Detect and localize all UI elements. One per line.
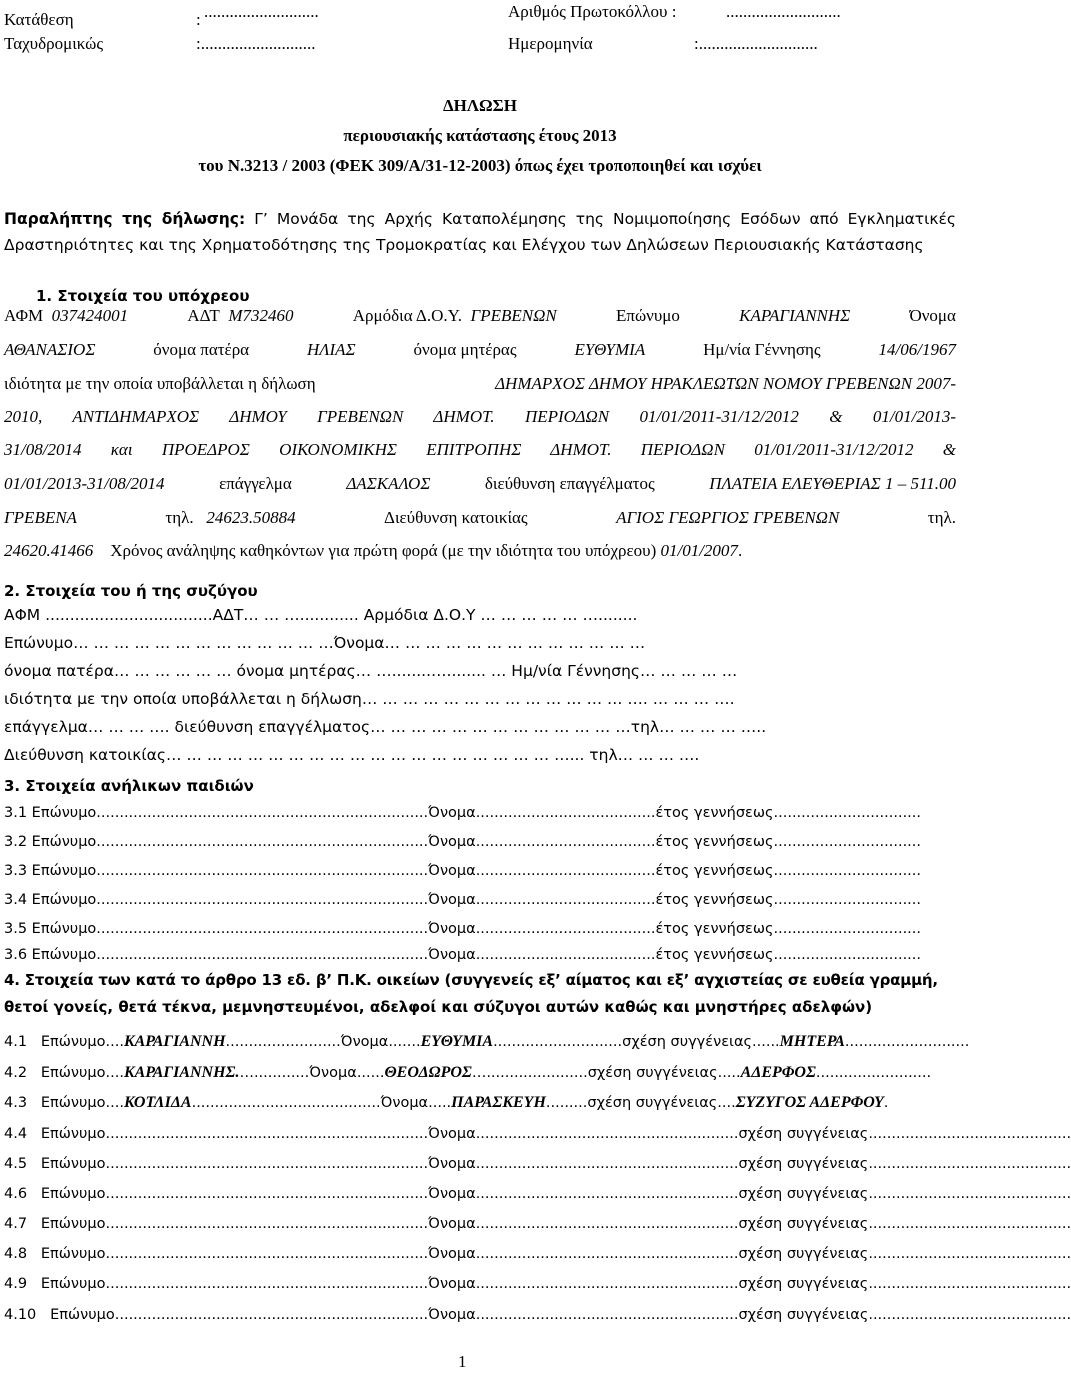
child-year-label: έτος γεννήσεως — [655, 834, 774, 850]
relative-rel-label: σχέση συγγένειας — [587, 1065, 718, 1081]
spouse-line-5: επάγγελμα… … … …. διεύθυνση επαγγέλματος… … … … … … … … … … … … …τηλ… … … … ….. — [4, 718, 767, 736]
relative-row — [4, 1094, 888, 1112]
child-dots2: ....................................... — [475, 947, 656, 963]
katathesi-colon: : — [196, 10, 201, 29]
child-label: Επώνυμο — [31, 863, 97, 879]
capacity-line-2: 2010, ΑΝΤΙΔΗΜΑΡΧΟΣ ΔΗΜΟΥ ΓΡΕΒΕΝΩΝ ΔΗΜΟΤ. ΠΕΡΙΟΔΩΝ 01/01/2011-31/12/2012 & 01/01/2013- — [4, 407, 956, 426]
relative-d3: ....... — [388, 1034, 421, 1050]
child-dots3: ................................ — [773, 921, 922, 937]
child-dots3: ................................ — [773, 947, 922, 963]
child-name-label: Όνομα — [428, 947, 476, 963]
relative-rel: ΜΗΤΕΡΑ — [779, 1033, 845, 1050]
relative-d5: ............................................ — [868, 1186, 1071, 1202]
child-dots2: ....................................... — [475, 892, 656, 908]
relative-name-label: Όνομα — [428, 1186, 476, 1202]
child-dots2: ....................................... — [475, 863, 656, 879]
relative-rel-label: σχέση συγγένειας — [738, 1307, 869, 1323]
relative-label: Επώνυμο — [40, 1246, 106, 1262]
child-num: 3.4 — [4, 892, 28, 908]
relative-name: ΕΥΘΥΜΙΑ — [420, 1033, 494, 1050]
relative-d1: ...................................................................... — [105, 1246, 429, 1262]
relative-name-label: Όνομα — [428, 1246, 476, 1262]
child-label: Επώνυμο — [31, 805, 97, 821]
section-4-heading-line-1: 4. Στοιχεία των κατά το άρθρο 13 εδ. β’ Π.Κ. οικείων (συγγενείς εξ’ αίματος και εξ’ αγχιστείας σε ευθεία γραμμή, — [4, 971, 938, 989]
recipient-line-1: Παραλήπτης της δήλωσης: Γ’ Μονάδα της Αρχής Καταπολέμησης της Νομιμοποίησης Εσόδων από Εγκληματικές — [4, 210, 956, 228]
child-name-label: Όνομα — [428, 921, 476, 937]
relative-d2: ......................... — [225, 1034, 341, 1050]
relative-row — [4, 1033, 969, 1051]
child-dots3: ................................ — [773, 863, 922, 879]
relative-d5: ............................................ — [868, 1246, 1071, 1262]
relative-d3: ......................................................... — [475, 1186, 739, 1202]
child-year-label: έτος γεννήσεως — [655, 921, 774, 937]
section-1-capacity-row: ιδιότητα με την οποία υποβάλλεται η δήλωση ΔΗΜΑΡΧΟΣ ΔΗΜΟΥ ΗΡΑΚΛΕΩΤΩΝ ΝΟΜΟΥ ΓΡΕΒΕΝΩΝ 2007- — [4, 374, 956, 393]
child-name-label: Όνομα — [428, 863, 476, 879]
relative-num: 4.10 — [4, 1307, 37, 1323]
child-dots2: ....................................... — [475, 805, 656, 821]
relative-d2: ......................................... — [191, 1095, 381, 1111]
relative-label: Επώνυμο — [40, 1065, 106, 1081]
child-row — [4, 947, 921, 963]
relative-rel-label: σχέση συγγένειας — [622, 1034, 753, 1050]
relative-surname: ΚΟΤΛΙΔΑ — [123, 1094, 192, 1111]
section-3-heading: 3. Στοιχεία ανήλικων παιδιών — [4, 777, 254, 795]
relative-d5: ............................................ — [868, 1126, 1071, 1142]
section-1-first-duty-row: 24620.41466 Χρόνος ανάληψης καθηκόντων για πρώτη φορά (με την ιδιότητα του υπόχρεου) 01/01/2007. — [4, 541, 743, 560]
relative-label: Επώνυμο — [40, 1186, 106, 1202]
relative-label: Επώνυμο — [40, 1156, 106, 1172]
spouse-line-4: ιδιότητα με την οποία υποβάλλεται η δήλωση… … … … … … … … … … … … … …. … … … …. — [4, 690, 735, 708]
relative-d5: ............................................ — [868, 1276, 1071, 1292]
relative-label: Επώνυμο — [50, 1307, 115, 1323]
relative-row — [4, 1125, 1071, 1143]
relative-d1: .... — [105, 1065, 124, 1081]
relative-d5: ...... — [752, 1034, 780, 1050]
relative-rel-label: σχέση συγγένειας — [738, 1186, 869, 1202]
relative-d2: …............ — [239, 1065, 310, 1081]
relative-d5: ..... — [717, 1065, 741, 1081]
section-1-contact-row: ΓΡΕΒΕΝΑ τηλ. 24623.50884 Διεύθυνση κατοικίας ΑΓΙΟΣ ΓΕΩΡΓΙΟΣ ΓΡΕΒΕΝΩΝ τηλ. — [4, 508, 956, 527]
child-year-label: έτος γεννήσεως — [655, 805, 774, 821]
child-row — [4, 921, 921, 937]
protocol-label: Αριθμός Πρωτοκόλλου : — [508, 2, 677, 21]
relative-d1: .... — [105, 1095, 124, 1111]
relative-row — [4, 1215, 1071, 1233]
section-1-heading: 1. Στοιχεία του υπόχρεου — [36, 287, 250, 305]
relative-rel-label: σχέση συγγένειας — [738, 1216, 869, 1232]
child-year-label: έτος γεννήσεως — [655, 863, 774, 879]
relative-name-label: Όνομα — [380, 1095, 429, 1111]
relative-label: Επώνυμο — [40, 1126, 106, 1142]
child-row — [4, 892, 921, 908]
child-label: Επώνυμο — [31, 947, 97, 963]
doc-subtitle: περιουσιακής κατάστασης έτους 2013 — [343, 126, 617, 145]
relative-name-label: Όνομα — [428, 1276, 476, 1292]
relative-num: 4.6 — [4, 1186, 28, 1202]
relative-rel-label: σχέση συγγένειας — [738, 1156, 869, 1172]
child-label: Επώνυμο — [31, 921, 97, 937]
child-dots1: ........................................................................ — [96, 805, 429, 821]
relative-d1: ...................................................................... — [105, 1156, 429, 1172]
relative-rel-label: σχέση συγγένειας — [738, 1246, 869, 1262]
katathesi-dots: ........................... — [204, 2, 319, 21]
child-name-label: Όνομα — [428, 892, 476, 908]
relative-num: 4.2 — [4, 1065, 28, 1081]
relative-d1: ...................................................................... — [105, 1276, 429, 1292]
relative-d6: . — [883, 1095, 889, 1111]
spouse-line-2: Επώνυμο… … … … … … … … … … … … …Όνομα… … … … … … … … … … … … … — [4, 634, 646, 652]
child-name-label: Όνομα — [428, 834, 476, 850]
child-dots2: ....................................... — [475, 834, 656, 850]
child-label: Επώνυμο — [31, 892, 97, 908]
spouse-line-3: όνομα πατέρα… … … … … … όνομα μητέρας… …........…........ … Ημ/νία Γέννησης… … … … … — [4, 662, 738, 680]
doc-title: ΔΗΛΩΣΗ — [442, 96, 518, 115]
relative-row — [4, 1306, 1071, 1324]
relative-d6: ........................... — [844, 1034, 970, 1050]
relative-num: 4.3 — [4, 1095, 28, 1111]
relative-num: 4.9 — [4, 1276, 28, 1292]
child-dots1: ........................................................................ — [96, 947, 429, 963]
child-name-label: Όνομα — [428, 805, 476, 821]
relative-num: 4.5 — [4, 1156, 28, 1172]
relative-name-label: Όνομα — [340, 1034, 389, 1050]
relative-d4: ......... — [545, 1095, 588, 1111]
relative-d1: ...................................................................... — [105, 1216, 429, 1232]
relative-rel-label: σχέση συγγένειας — [587, 1095, 718, 1111]
child-dots1: ........................................................................ — [96, 892, 429, 908]
relative-d1: .................................................................... — [114, 1307, 429, 1323]
relative-d5: ............................................ — [868, 1216, 1071, 1232]
relative-row — [4, 1245, 1071, 1263]
child-dots1: ........................................................................ — [96, 921, 429, 937]
child-row — [4, 805, 921, 821]
relative-rel-label: σχέση συγγένειας — [738, 1126, 869, 1142]
relative-label: Επώνυμο — [40, 1276, 106, 1292]
relative-d5: .... — [717, 1095, 736, 1111]
relative-label: Επώνυμο — [40, 1034, 106, 1050]
tachy-value: :........................... — [196, 34, 316, 53]
child-row — [4, 863, 921, 879]
section-1-names-row: ΑΘΑΝΑΣΙΟΣ όνομα πατέρα ΗΛΙΑΣ όνομα μητέρας ΕΥΘΥΜΙΑ Ημ/νία Γέννησης 14/06/1967 — [4, 340, 956, 359]
child-label: Επώνυμο — [31, 834, 97, 850]
relative-d5: ............................................ — [868, 1156, 1071, 1172]
section-4-heading-line-2: θετοί γονείς, θετά τέκνα, μεμνηστευμένοι, αδελφοί και σύζυγοι αυτών καθώς και μνηστήρες αδελφών) — [4, 998, 873, 1016]
relative-name-label: Όνομα — [428, 1216, 476, 1232]
relative-d3: ......................................................... — [475, 1246, 739, 1262]
relative-surname: ΚΑΡΑΓΙΑΝΝΗΣ. — [123, 1064, 240, 1081]
date-label: Ημερομηνία — [508, 34, 593, 53]
child-row — [4, 834, 921, 850]
doc-law-reference: του Ν.3213 / 2003 (ΦΕΚ 309/Α/31-12-2003) όπως έχει τροποποιηθεί και ισχύει — [198, 156, 762, 175]
child-dots3: ................................ — [773, 892, 922, 908]
relative-name: ΘΕΟΔΩΡΟΣ — [384, 1064, 472, 1081]
relative-d3: ......................................................... — [475, 1126, 739, 1142]
relative-name-label: Όνομα — [428, 1156, 476, 1172]
relative-d3: ......................................................... — [475, 1307, 739, 1323]
child-num: 3.2 — [4, 834, 28, 850]
relative-num: 4.7 — [4, 1216, 28, 1232]
relative-name: ΠΑΡΑΣΚΕΥΗ — [451, 1094, 546, 1111]
relative-label: Επώνυμο — [40, 1095, 106, 1111]
relative-d3: ......................................................... — [475, 1216, 739, 1232]
child-num: 3.3 — [4, 863, 28, 879]
child-year-label: έτος γεννήσεως — [655, 892, 774, 908]
section-1-profession-row: 01/01/2013-31/08/2014 επάγγελμα ΔΑΣΚΑΛΟΣ διεύθυνση επαγγέλματος ΠΛΑΤΕΙΑ ΕΛΕΥΘΕΡΙΑΣ 1 – 511.00 — [4, 474, 956, 493]
relative-num: 4.8 — [4, 1246, 28, 1262]
page-number: 1 — [458, 1352, 467, 1371]
katathesi-label: Κατάθεση — [4, 10, 74, 29]
relative-row — [4, 1275, 1071, 1293]
relative-name-label: Όνομα — [309, 1065, 357, 1081]
spouse-line-1: ΑΦΜ ..................................ΑΔΤ… … …............ Αρμόδια Δ.Ο.Υ … … … … … …........ — [4, 606, 638, 624]
section-2-heading: 2. Στοιχεία του ή της συζύγου — [4, 582, 258, 600]
relative-num: 4.1 — [4, 1034, 28, 1050]
relative-d3: ......................................................... — [475, 1156, 739, 1172]
relative-name-label: Όνομα — [428, 1307, 476, 1323]
relative-d1: ...................................................................... — [105, 1126, 429, 1142]
child-num: 3.6 — [4, 947, 28, 963]
date-value: :............................ — [694, 34, 818, 53]
spouse-line-6: Διεύθυνση κατοικίας… … … … … … … … … … … … … … … … … … … …... τηλ… … … …. — [4, 746, 700, 764]
relative-d4: ............................ — [493, 1034, 623, 1050]
relative-row — [4, 1185, 1071, 1203]
relative-surname: ΚΑΡΑΓΙΑΝΝΗ — [123, 1033, 226, 1050]
relative-d3: ..... — [428, 1095, 452, 1111]
child-year-label: έτος γεννήσεως — [655, 947, 774, 963]
relative-rel: ΣΥΖΥΓΟΣ ΑΔΕΡΦΟΥ — [735, 1094, 884, 1111]
relative-row — [4, 1155, 1071, 1173]
child-dots1: ........................................................................ — [96, 834, 429, 850]
child-dots3: ................................ — [773, 805, 922, 821]
relative-rel-label: σχέση συγγένειας — [738, 1276, 869, 1292]
relative-name-label: Όνομα — [428, 1126, 476, 1142]
child-num: 3.5 — [4, 921, 28, 937]
relative-d6: ......................... — [815, 1065, 932, 1081]
child-num: 3.1 — [4, 805, 28, 821]
relative-rel: ΑΔΕΡΦΟΣ — [740, 1064, 816, 1081]
relative-d5: ............................................ — [868, 1307, 1071, 1323]
capacity-line-3: 31/08/2014 και ΠΡΟΕΔΡΟΣ ΟΙΚΟΝΟΜΙΚΗΣ ΕΠΙΤΡΟΠΗΣ ΔΗΜΟΤ. ΠΕΡΙΟΔΩΝ 01/01/2011-31/12/2012 & — [4, 440, 956, 459]
relative-d3: ...... — [356, 1065, 385, 1081]
relative-d1: ...................................................................... — [105, 1186, 429, 1202]
recipient-line-2: Δραστηριότητες και της Χρηματοδότησης της Τρομοκρατίας και Ελέγχου των Δηλώσεων Περιουσιακής Κατάστασης — [4, 236, 924, 254]
relative-num: 4.4 — [4, 1126, 28, 1142]
protocol-value: ........................... — [726, 2, 841, 21]
relative-label: Επώνυμο — [40, 1216, 106, 1232]
child-dots2: ....................................... — [475, 921, 656, 937]
child-dots1: ........................................................................ — [96, 863, 429, 879]
section-1-ids-row: ΑΦΜ 037424001 ΑΔΤ Μ732460 Αρμόδια Δ.Ο.Υ. ΓΡΕΒΕΝΩΝ Επώνυμο ΚΑΡΑΓΙΑΝΝΗΣ Όνομα — [4, 306, 956, 325]
tachy-label: Ταχυδρομικώς — [4, 34, 104, 53]
child-dots3: ................................ — [773, 834, 922, 850]
relative-d1: .... — [105, 1034, 124, 1050]
relative-d4: …...................... — [471, 1065, 588, 1081]
relative-row — [4, 1064, 931, 1082]
relative-d3: ......................................................... — [475, 1276, 739, 1292]
